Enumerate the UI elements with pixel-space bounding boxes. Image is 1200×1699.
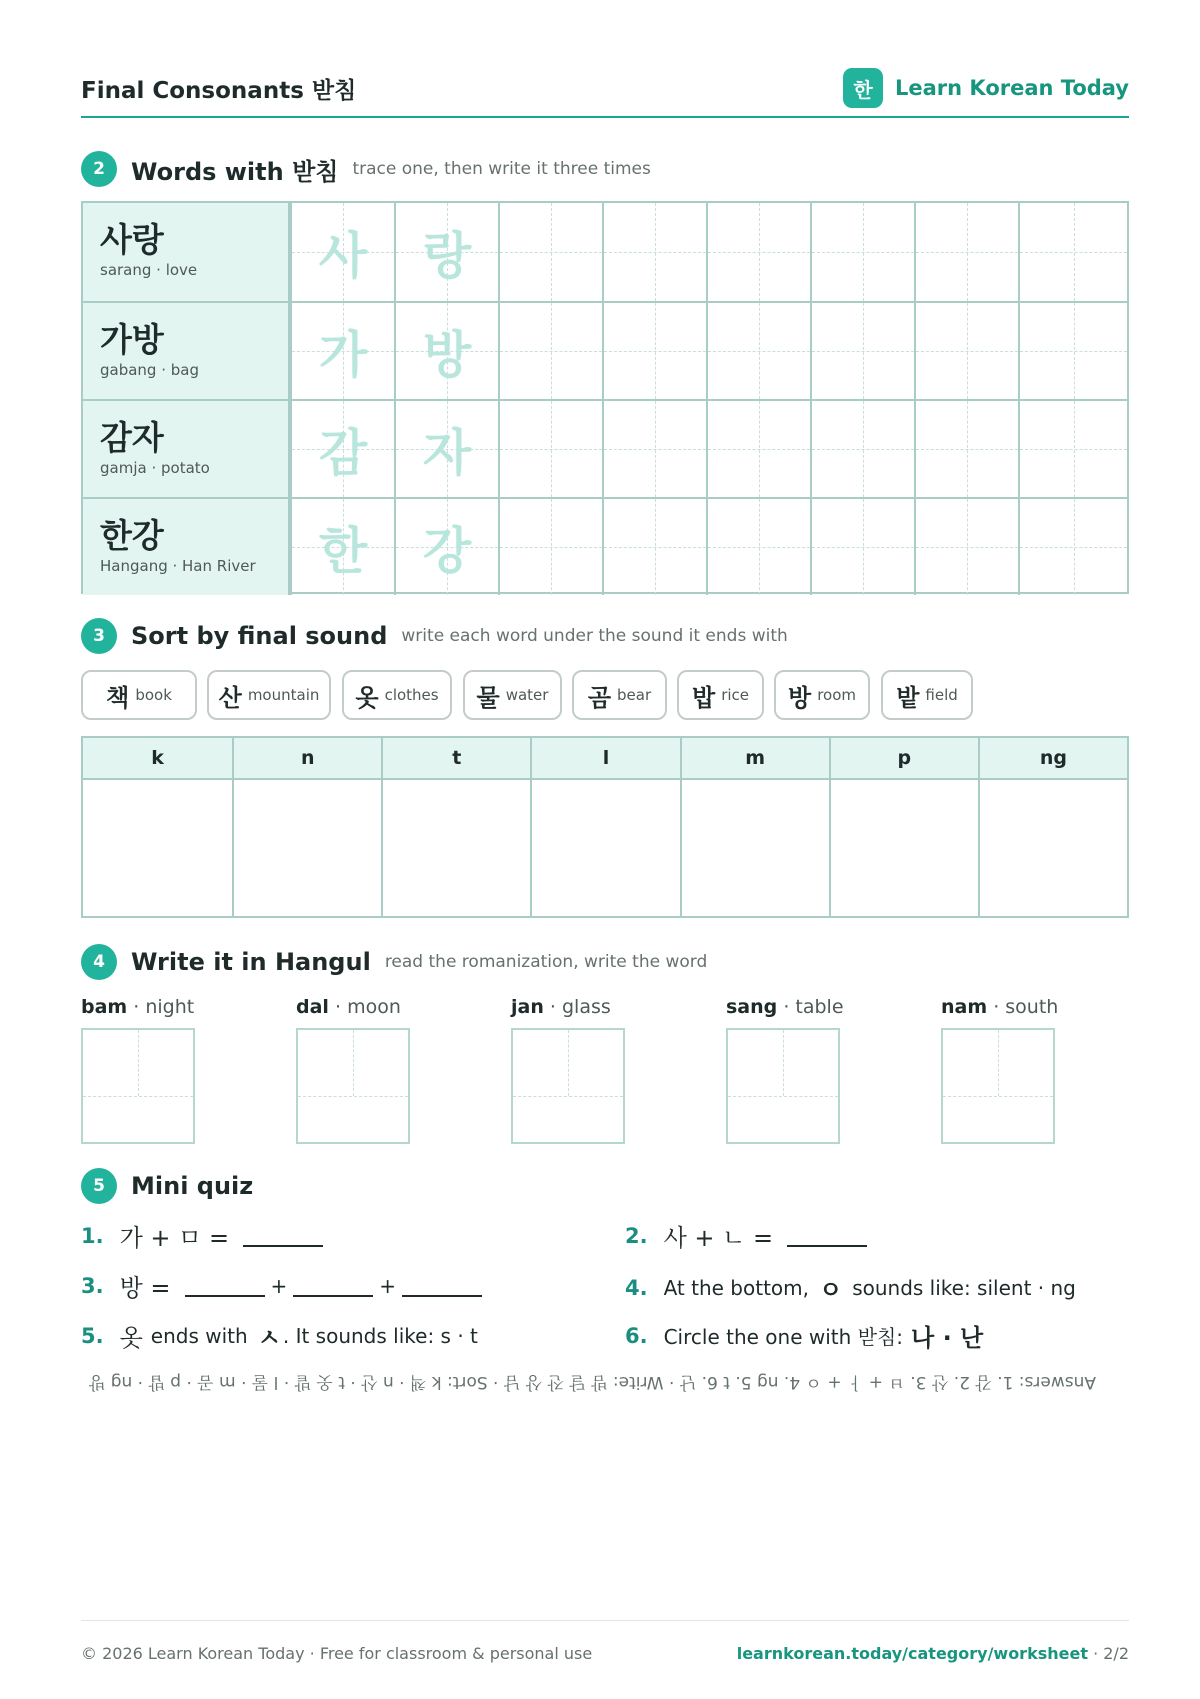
word-row xyxy=(83,497,1127,595)
section-hint: write each word under the sound it ends with xyxy=(401,626,788,646)
chip-english: rice xyxy=(721,686,749,704)
meaning: · night xyxy=(133,996,195,1018)
chip-hangul: 밭 xyxy=(896,683,920,712)
quiz-question-4 xyxy=(625,1270,1076,1305)
writing-cell[interactable] xyxy=(810,401,914,497)
plus-sign: + xyxy=(270,1273,288,1298)
guide-line xyxy=(812,547,914,548)
quiz-question-3 xyxy=(81,1268,488,1303)
question-text: At the bottom, xyxy=(663,1275,809,1300)
writing-cell[interactable] xyxy=(498,499,602,595)
footer-url-link[interactable]: learnkorean.today/category/worksheet xyxy=(736,1644,1088,1663)
write-hangul-item xyxy=(511,996,671,1018)
sort-column[interactable] xyxy=(829,738,978,916)
word-row xyxy=(83,399,1127,497)
writing-cell[interactable] xyxy=(498,303,602,399)
writing-cell[interactable] xyxy=(914,303,1018,399)
word-chip[interactable] xyxy=(81,670,197,720)
page-footer xyxy=(81,1620,1129,1670)
guide-line xyxy=(138,1030,139,1096)
trace-cell[interactable] xyxy=(290,499,394,595)
sort-column-header: k xyxy=(83,738,232,780)
word-label xyxy=(83,499,290,595)
write-hangul-item xyxy=(726,996,886,1018)
section-title: Mini quiz xyxy=(131,1172,254,1200)
section-2-heading xyxy=(81,151,651,187)
trace-cell[interactable] xyxy=(290,401,394,497)
section-number: 5 xyxy=(81,1168,117,1204)
page-number: · 2/2 xyxy=(1093,1644,1129,1663)
ieung-glyph: ㅇ xyxy=(819,1276,843,1304)
chip-english: water xyxy=(505,686,549,704)
siot-glyph: ㅅ xyxy=(257,1324,281,1352)
trace-cell[interactable] xyxy=(394,499,498,595)
trace-character: 가 xyxy=(318,326,368,384)
chip-english: book xyxy=(135,686,172,704)
page-title: Final Consonants 받침 xyxy=(81,78,357,104)
answer-blank[interactable] xyxy=(185,1275,265,1297)
trace-character: 감 xyxy=(318,424,368,482)
guide-line xyxy=(783,1030,784,1096)
circle-options[interactable]: 나 · 난 xyxy=(911,1324,984,1352)
romanization: nam xyxy=(941,996,988,1018)
romanization-label xyxy=(296,996,456,1018)
guide-line xyxy=(812,351,914,352)
quiz-question-1 xyxy=(81,1218,329,1253)
guide-line xyxy=(916,449,1018,450)
guide-line xyxy=(728,1096,838,1097)
trace-cell[interactable] xyxy=(394,401,498,497)
section-title: Sort by final sound xyxy=(131,622,388,650)
guide-line xyxy=(500,449,602,450)
question-number: 3. xyxy=(81,1273,104,1298)
sort-column[interactable] xyxy=(530,738,679,916)
writing-cell[interactable] xyxy=(602,499,706,595)
word-label xyxy=(83,303,290,399)
writing-cell[interactable] xyxy=(914,401,1018,497)
trace-character: 한 xyxy=(318,522,368,580)
word-label xyxy=(83,203,290,301)
romanization-label xyxy=(81,996,241,1018)
chip-hangul: 산 xyxy=(218,683,242,712)
question-number: 2. xyxy=(625,1223,648,1248)
word-chip[interactable] xyxy=(881,670,973,720)
sort-column-header: n xyxy=(234,738,381,780)
writing-cell[interactable] xyxy=(810,303,914,399)
chip-hangul: 물 xyxy=(476,683,500,712)
question-number: 6. xyxy=(625,1323,648,1348)
writing-cell[interactable] xyxy=(914,203,1018,301)
guide-line xyxy=(604,252,706,253)
upside-down-answer-key: Answers: 1. 감 2. 산 3. ㅂ + ㅏ + ㅇ 4. ng 5. t 6. 난 · Write: 밤 달 잔 상 남 · Sort: k 책 · n 산 · t 옷 밭 · l 물 · m 곰 · p 밥 · ng 방 xyxy=(88,1372,1096,1392)
hangul-writing-box[interactable] xyxy=(296,1028,410,1144)
chip-hangul: 옷 xyxy=(355,683,379,712)
section-hint: trace one, then write it three times xyxy=(352,159,651,179)
guide-line xyxy=(812,252,914,253)
chip-hangul: 곰 xyxy=(587,683,612,712)
guide-line xyxy=(298,1096,408,1097)
word-hangul: 사랑 xyxy=(100,220,164,259)
footer-link-area xyxy=(737,1644,1129,1663)
word-romanization: gamja · potato xyxy=(100,459,210,477)
word-glyph: 옷 xyxy=(119,1324,143,1352)
romanization: jan xyxy=(511,996,544,1018)
section-3-heading xyxy=(81,618,788,654)
writing-cell[interactable] xyxy=(498,203,602,301)
word-chip[interactable] xyxy=(342,670,452,720)
trace-character: 방 xyxy=(422,326,472,384)
question-text: Circle the one with 받침: xyxy=(663,1325,904,1349)
guide-line xyxy=(353,1030,354,1096)
hangul-writing-box[interactable] xyxy=(81,1028,195,1144)
chip-english: clothes xyxy=(384,686,439,704)
writing-cell[interactable] xyxy=(602,303,706,399)
writing-cell[interactable] xyxy=(810,203,914,301)
word-chip[interactable] xyxy=(207,670,331,720)
romanization: bam xyxy=(81,996,128,1018)
guide-line xyxy=(916,351,1018,352)
section-number: 3 xyxy=(81,618,117,654)
writing-cell[interactable] xyxy=(1018,203,1127,301)
chip-english: mountain xyxy=(247,686,320,704)
trace-character: 랑 xyxy=(422,227,472,285)
trace-cell[interactable] xyxy=(290,303,394,399)
guide-line xyxy=(500,547,602,548)
section-title: Write it in Hangul xyxy=(131,948,371,976)
hangul-writing-box[interactable] xyxy=(511,1028,625,1144)
section-number: 4 xyxy=(81,944,117,980)
guide-line xyxy=(708,351,810,352)
section-4-heading xyxy=(81,944,707,980)
chip-hangul: 책 xyxy=(106,683,130,712)
writing-cell[interactable] xyxy=(1018,499,1127,595)
word-chip[interactable] xyxy=(463,670,562,720)
question-text: sounds like: silent · ng xyxy=(852,1275,1076,1300)
chip-hangul: 밥 xyxy=(692,683,716,712)
writing-cell[interactable] xyxy=(602,203,706,301)
guide-line xyxy=(1020,449,1127,450)
word-hangul: 감자 xyxy=(100,418,164,457)
romanization: sang xyxy=(726,996,778,1018)
trace-cell[interactable] xyxy=(290,203,394,301)
word-label xyxy=(83,401,290,497)
guide-line xyxy=(1020,252,1127,253)
write-hangul-item xyxy=(296,996,456,1018)
answer-blank[interactable] xyxy=(402,1275,482,1297)
sort-table xyxy=(81,736,1129,918)
brand-name: Learn Korean Today xyxy=(895,76,1129,100)
romanization-label xyxy=(941,996,1101,1018)
guide-line xyxy=(943,1096,1053,1097)
word-practice-grid xyxy=(81,201,1129,594)
writing-cell[interactable] xyxy=(1018,303,1127,399)
chip-english: room xyxy=(817,686,856,704)
writing-cell[interactable] xyxy=(706,203,810,301)
guide-line xyxy=(500,351,602,352)
sort-column[interactable] xyxy=(381,738,530,916)
hangul-writing-box[interactable] xyxy=(941,1028,1055,1144)
sort-column[interactable] xyxy=(232,738,381,916)
section-title: Words with 받침 xyxy=(131,157,339,186)
writing-cell[interactable] xyxy=(602,401,706,497)
guide-line xyxy=(604,351,706,352)
sort-column-header: l xyxy=(532,738,679,780)
guide-line xyxy=(1020,351,1127,352)
question-number: 1. xyxy=(81,1223,104,1248)
romanization: dal xyxy=(296,996,329,1018)
word-romanization: sarang · love xyxy=(100,261,198,279)
trace-character: 사 xyxy=(318,227,368,285)
quiz-question-2 xyxy=(625,1218,873,1253)
word-romanization: Hangang · Han River xyxy=(100,557,256,575)
answer-blank[interactable] xyxy=(243,1225,323,1247)
sort-column-header: t xyxy=(383,738,530,780)
trace-character: 강 xyxy=(422,522,472,580)
write-hangul-item xyxy=(941,996,1101,1018)
page-header xyxy=(81,68,1129,118)
sort-column-header: ng xyxy=(980,738,1127,780)
chip-english: field xyxy=(925,686,958,704)
word-chip[interactable] xyxy=(774,670,870,720)
write-hangul-item xyxy=(81,996,241,1018)
question-text: . It sounds like: s · t xyxy=(282,1323,478,1348)
question-prompt: 사 + ㄴ = xyxy=(663,1224,774,1252)
guide-line xyxy=(513,1096,623,1097)
meaning: · moon xyxy=(334,996,401,1018)
quiz-question-5 xyxy=(81,1318,478,1353)
guide-line xyxy=(708,547,810,548)
meaning: · glass xyxy=(549,996,611,1018)
guide-line xyxy=(708,449,810,450)
word-chip[interactable] xyxy=(572,670,667,720)
guide-line xyxy=(1020,547,1127,548)
writing-cell[interactable] xyxy=(810,499,914,595)
brand[interactable] xyxy=(843,68,1129,108)
guide-line xyxy=(500,252,602,253)
romanization-label xyxy=(726,996,886,1018)
plus-sign: + xyxy=(379,1273,397,1298)
guide-line xyxy=(604,547,706,548)
writing-cell[interactable] xyxy=(706,303,810,399)
sort-column[interactable] xyxy=(83,738,232,916)
meaning: · south xyxy=(993,996,1059,1018)
question-number: 5. xyxy=(81,1323,104,1348)
chip-hangul: 방 xyxy=(788,683,812,712)
writing-cell[interactable] xyxy=(914,499,1018,595)
trace-cell[interactable] xyxy=(394,303,498,399)
romanization-label xyxy=(511,996,671,1018)
sort-column-header: m xyxy=(682,738,829,780)
quiz-question-6 xyxy=(625,1318,987,1353)
question-text: ends with xyxy=(150,1323,248,1348)
section-5-heading xyxy=(81,1168,267,1204)
guide-line xyxy=(604,449,706,450)
hangul-writing-box[interactable] xyxy=(726,1028,840,1144)
sort-column[interactable] xyxy=(680,738,829,916)
answer-blank[interactable] xyxy=(787,1225,867,1247)
guide-line xyxy=(812,449,914,450)
guide-line xyxy=(708,252,810,253)
guide-line xyxy=(83,1096,193,1097)
question-number: 4. xyxy=(625,1275,648,1300)
brand-logo-icon: 한 xyxy=(843,68,883,108)
word-row xyxy=(83,203,1127,301)
chip-english: bear xyxy=(617,686,652,704)
word-romanization: gabang · bag xyxy=(100,361,199,379)
guide-line xyxy=(998,1030,999,1096)
sort-column-header: p xyxy=(831,738,978,780)
writing-cell[interactable] xyxy=(706,499,810,595)
sort-column[interactable] xyxy=(978,738,1127,916)
guide-line xyxy=(916,252,1018,253)
copyright-text: © 2026 Learn Korean Today · Free for classroom & personal use xyxy=(81,1644,593,1663)
writing-cell[interactable] xyxy=(1018,401,1127,497)
word-chip[interactable] xyxy=(677,670,764,720)
writing-cell[interactable] xyxy=(498,401,602,497)
section-hint: read the romanization, write the word xyxy=(384,952,708,972)
writing-cell[interactable] xyxy=(706,401,810,497)
trace-character: 자 xyxy=(422,424,472,482)
word-hangul: 한강 xyxy=(100,516,164,555)
guide-line xyxy=(916,547,1018,548)
question-prompt: 가 + ㅁ = xyxy=(119,1224,230,1252)
section-number: 2 xyxy=(81,151,117,187)
guide-line xyxy=(568,1030,569,1096)
word-hangul: 가방 xyxy=(100,320,164,359)
trace-cell[interactable] xyxy=(394,203,498,301)
answer-blank[interactable] xyxy=(293,1275,373,1297)
question-prompt: 방 = xyxy=(119,1274,171,1302)
meaning: · table xyxy=(783,996,844,1018)
word-row xyxy=(83,301,1127,399)
